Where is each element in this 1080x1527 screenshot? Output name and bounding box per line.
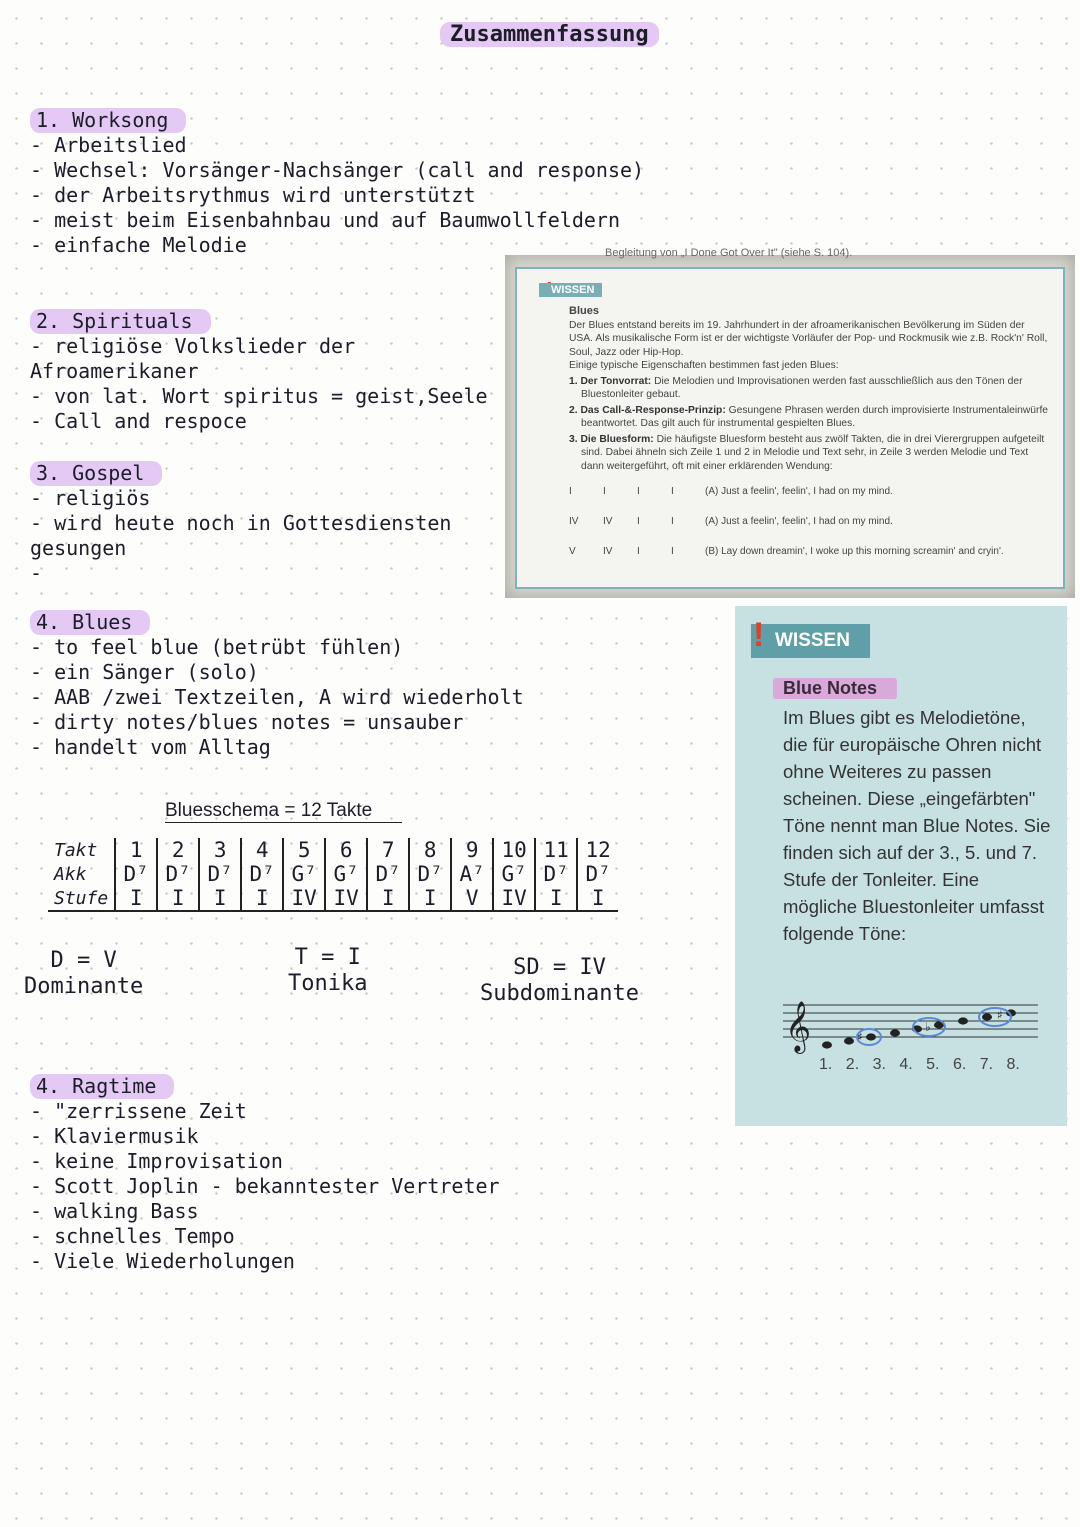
chord-cell: A⁷ xyxy=(451,862,493,886)
note-line: - Scott Joplin - bekanntester Vertreter xyxy=(30,1174,500,1198)
textbook-photo-blues xyxy=(505,247,1075,598)
degree-cell: I xyxy=(157,886,199,911)
lyric: (A) Just a feelin', feelin', I had on my mind. xyxy=(705,516,893,527)
takt-cell: 6 xyxy=(325,838,367,862)
page-title: Zusammenfassung xyxy=(440,22,659,47)
takt-cell: 11 xyxy=(535,838,577,862)
schema-title: Bluesschema = 12 Takte xyxy=(165,800,402,823)
legend-symbol: T = I xyxy=(294,945,361,970)
item-text: Gesungene Phrasen werden durch improvisierte Instrumentaleinwürfe beantwortet. Das gilt auch für instrumental gespielten Blues. xyxy=(581,404,1049,429)
section-heading: 4. Blues xyxy=(30,610,150,635)
item-text: Die Melodien und Improvisationen werden fast ausschließlich aus den Tönen der Bluestonleiter gebaut. xyxy=(581,375,1023,400)
chord: IV xyxy=(569,516,579,527)
schema-row-takt xyxy=(48,838,618,862)
note-line: - religiöse Volkslieder der xyxy=(30,334,356,358)
chord-cell: D⁷ xyxy=(577,862,618,886)
degree-cell: V xyxy=(451,886,493,911)
note-line: - meist beim Eisenbahnbau und auf Baumwollfeldern xyxy=(30,208,621,232)
note-line: - Viele Wiederholungen xyxy=(30,1249,295,1273)
note-line: - Wechsel: Vorsänger-Nachsänger (call and response) xyxy=(30,158,645,182)
takt-cell: 8 xyxy=(409,838,451,862)
chord-cell: G⁷ xyxy=(325,862,367,886)
panel-item xyxy=(569,433,1049,474)
wissen-panel xyxy=(515,267,1065,589)
chord: I xyxy=(671,546,674,557)
degree-cell: I xyxy=(367,886,409,911)
wissen-badge: WISSEN xyxy=(539,283,602,297)
note-line: - ein Sänger (solo) xyxy=(30,660,259,684)
takt-cell: 3 xyxy=(199,838,241,862)
legend-name: Subdominante xyxy=(480,981,639,1006)
note-line: gesungen xyxy=(30,536,127,560)
degree-cell: I xyxy=(577,886,618,911)
degree-cell: I xyxy=(409,886,451,911)
chord-cell: D⁷ xyxy=(199,862,241,886)
svg-text:♯: ♯ xyxy=(857,1030,863,1044)
note-line: - xyxy=(30,561,43,585)
chord: V xyxy=(569,546,576,557)
chord: I xyxy=(637,516,640,527)
note-line: - walking Bass xyxy=(30,1199,199,1223)
chord: I xyxy=(671,516,674,527)
chord-cell: D⁷ xyxy=(157,862,199,886)
legend-tonika xyxy=(288,945,367,997)
chord-cell: D⁷ xyxy=(535,862,577,886)
chord: I xyxy=(603,486,606,497)
note-line: - Klaviermusik xyxy=(30,1124,199,1148)
note-line: - der Arbeitsrythmus wird unterstützt xyxy=(30,183,476,207)
panel-heading: Blue Notes xyxy=(773,678,897,699)
chord-cell: D⁷ xyxy=(115,862,157,886)
section-gospel xyxy=(30,461,451,586)
item-label: 1. Der Tonvorrat: xyxy=(569,375,652,387)
note-line: - to feel blue (betrübt fühlen) xyxy=(30,635,404,659)
legend-symbol: SD = IV xyxy=(513,955,606,980)
chord: IV xyxy=(603,516,613,527)
note-line: - von lat. Wort spiritus = geist,Seele xyxy=(30,384,488,408)
takt-cell: 4 xyxy=(241,838,283,862)
note-line: - schnelles Tempo xyxy=(30,1224,235,1248)
chord-cell: G⁷ xyxy=(283,862,325,886)
chord-cell: D⁷ xyxy=(241,862,283,886)
degree-cell: IV xyxy=(325,886,367,911)
row-label: Stufe xyxy=(48,886,115,911)
takt-cell: 12 xyxy=(577,838,618,862)
legend-dominante xyxy=(24,948,143,1000)
note-line: - Call and respoce xyxy=(30,409,247,433)
lyric: (A) Just a feelin', feelin', I had on my mind. xyxy=(705,486,893,497)
legend-symbol: D = V xyxy=(50,948,117,973)
item-text: Die häufigste Bluesform besteht aus zwölf Takten, die in drei Vierergruppen aufgeteilt sind. Dabei ähneln sich Zeile 1 und 2 in Melodie und Text sehr, in Zeile 3 werden Melodie und Text dann weitergeführt, oft mit einer erklärenden Wendung: xyxy=(581,433,1045,472)
panel-intro: Der Blues entstand bereits im 19. Jahrhundert in der afroamerikanischen Bevölkerung im Süden der USA. Als musikalische Form ist er der wichtigste Vorläufer der Pop- und Rockmusik wie z.B. Rock'n' Roll, Soul, Jazz oder Hip-Hop. xyxy=(569,319,1048,358)
section-ragtime xyxy=(30,1074,500,1274)
legend-name: Dominante xyxy=(24,974,144,999)
legend-name: Tonika xyxy=(288,971,368,996)
takt-cell: 5 xyxy=(283,838,325,862)
section-spirituals xyxy=(30,309,488,434)
chord: I xyxy=(671,486,674,497)
svg-text:♭: ♭ xyxy=(925,1020,931,1034)
note-line: Afroamerikaner xyxy=(30,359,199,383)
lyric-row xyxy=(569,515,1049,545)
note-line: - dirty notes/blues notes = unsauber xyxy=(30,710,464,734)
panel-text: Im Blues gibt es Melodietöne, die für europäische Ohren nicht ohne Weiteres zu passen scheinen. Diese „eingefärbten" Töne nennt man Blue Notes. Sie finden sich auf der 3., 5. und 7. Stufe der Tonleiter. Eine mögliche Bluestonleiter umfasst folgende Töne: xyxy=(783,707,1051,944)
scale-degree-numbers: 1. 2. 3. 4. 5. 6. 7. 8. xyxy=(819,1056,1020,1073)
takt-cell: 10 xyxy=(493,838,535,862)
wissen-badge: WISSEN xyxy=(751,624,870,658)
degree-cell: I xyxy=(535,886,577,911)
degree-cell: I xyxy=(115,886,157,911)
takt-cell: 2 xyxy=(157,838,199,862)
takt-cell: 7 xyxy=(367,838,409,862)
exclamation-icon: ! xyxy=(753,616,765,654)
svg-text:♯: ♯ xyxy=(997,1008,1003,1022)
degree-cell: I xyxy=(199,886,241,911)
photo-caption: Begleitung von „I Done Got Over It" (siehe S. 104). xyxy=(605,247,853,259)
note-line: - keine Improvisation xyxy=(30,1149,283,1173)
item-label: 2. Das Call-&-Response-Prinzip: xyxy=(569,404,726,416)
lyric-rows xyxy=(569,485,1049,575)
chord-cell: D⁷ xyxy=(409,862,451,886)
section-heading: 2. Spirituals xyxy=(30,309,211,334)
takt-cell: 9 xyxy=(451,838,493,862)
section-worksong xyxy=(30,108,644,258)
lyric-row xyxy=(569,545,1049,575)
lyric-row xyxy=(569,485,1049,515)
section-heading: 3. Gospel xyxy=(30,461,162,486)
row-label: Takt xyxy=(54,839,98,861)
degree-cell: IV xyxy=(493,886,535,911)
chord-cell: D⁷ xyxy=(367,862,409,886)
panel-lead: Einige typische Eigenschaften bestimmen fast jeden Blues: xyxy=(569,360,839,371)
chord: I xyxy=(569,486,572,497)
panel-heading: Blues xyxy=(569,305,599,317)
blues-scale-staff xyxy=(783,991,1043,1051)
chord: I xyxy=(637,546,640,557)
schema-row-stufe xyxy=(48,886,618,911)
panel-item xyxy=(569,404,1049,431)
lyric: (B) Lay down dreamin', I woke up this morning screamin' and cryin'. xyxy=(705,546,1004,557)
section-blues xyxy=(30,610,524,760)
legend-subdominante xyxy=(480,955,639,1007)
degree-cell: I xyxy=(241,886,283,911)
degree-cell: IV xyxy=(283,886,325,911)
panel-body xyxy=(569,305,1049,575)
textbook-photo-blue-notes xyxy=(735,606,1067,1126)
note-line: - handelt vom Alltag xyxy=(30,735,271,759)
takt-cell: 1 xyxy=(115,838,157,862)
treble-clef-icon: 𝄞 xyxy=(785,1001,812,1052)
chord: I xyxy=(637,486,640,497)
chord-cell: G⁷ xyxy=(493,862,535,886)
section-heading: 4. Ragtime xyxy=(30,1074,174,1099)
panel-item xyxy=(569,375,1049,402)
blues-schema-table xyxy=(48,838,618,912)
note-line: - wird heute noch in Gottesdiensten xyxy=(30,511,452,535)
item-label: 3. Die Bluesform: xyxy=(569,433,654,445)
note-line: - AAB /zwei Textzeilen, A wird wiederholt xyxy=(30,685,524,709)
note-line: - religiös xyxy=(30,486,151,510)
section-heading: 1. Worksong xyxy=(30,108,186,133)
note-line: - "zerrissene Zeit xyxy=(30,1099,247,1123)
note-line: - Arbeitslied xyxy=(30,133,187,157)
schema-row-akkord xyxy=(48,862,618,886)
note-line: - einfache Melodie xyxy=(30,233,247,257)
chord: IV xyxy=(603,546,613,557)
row-label: Akk xyxy=(54,863,87,885)
